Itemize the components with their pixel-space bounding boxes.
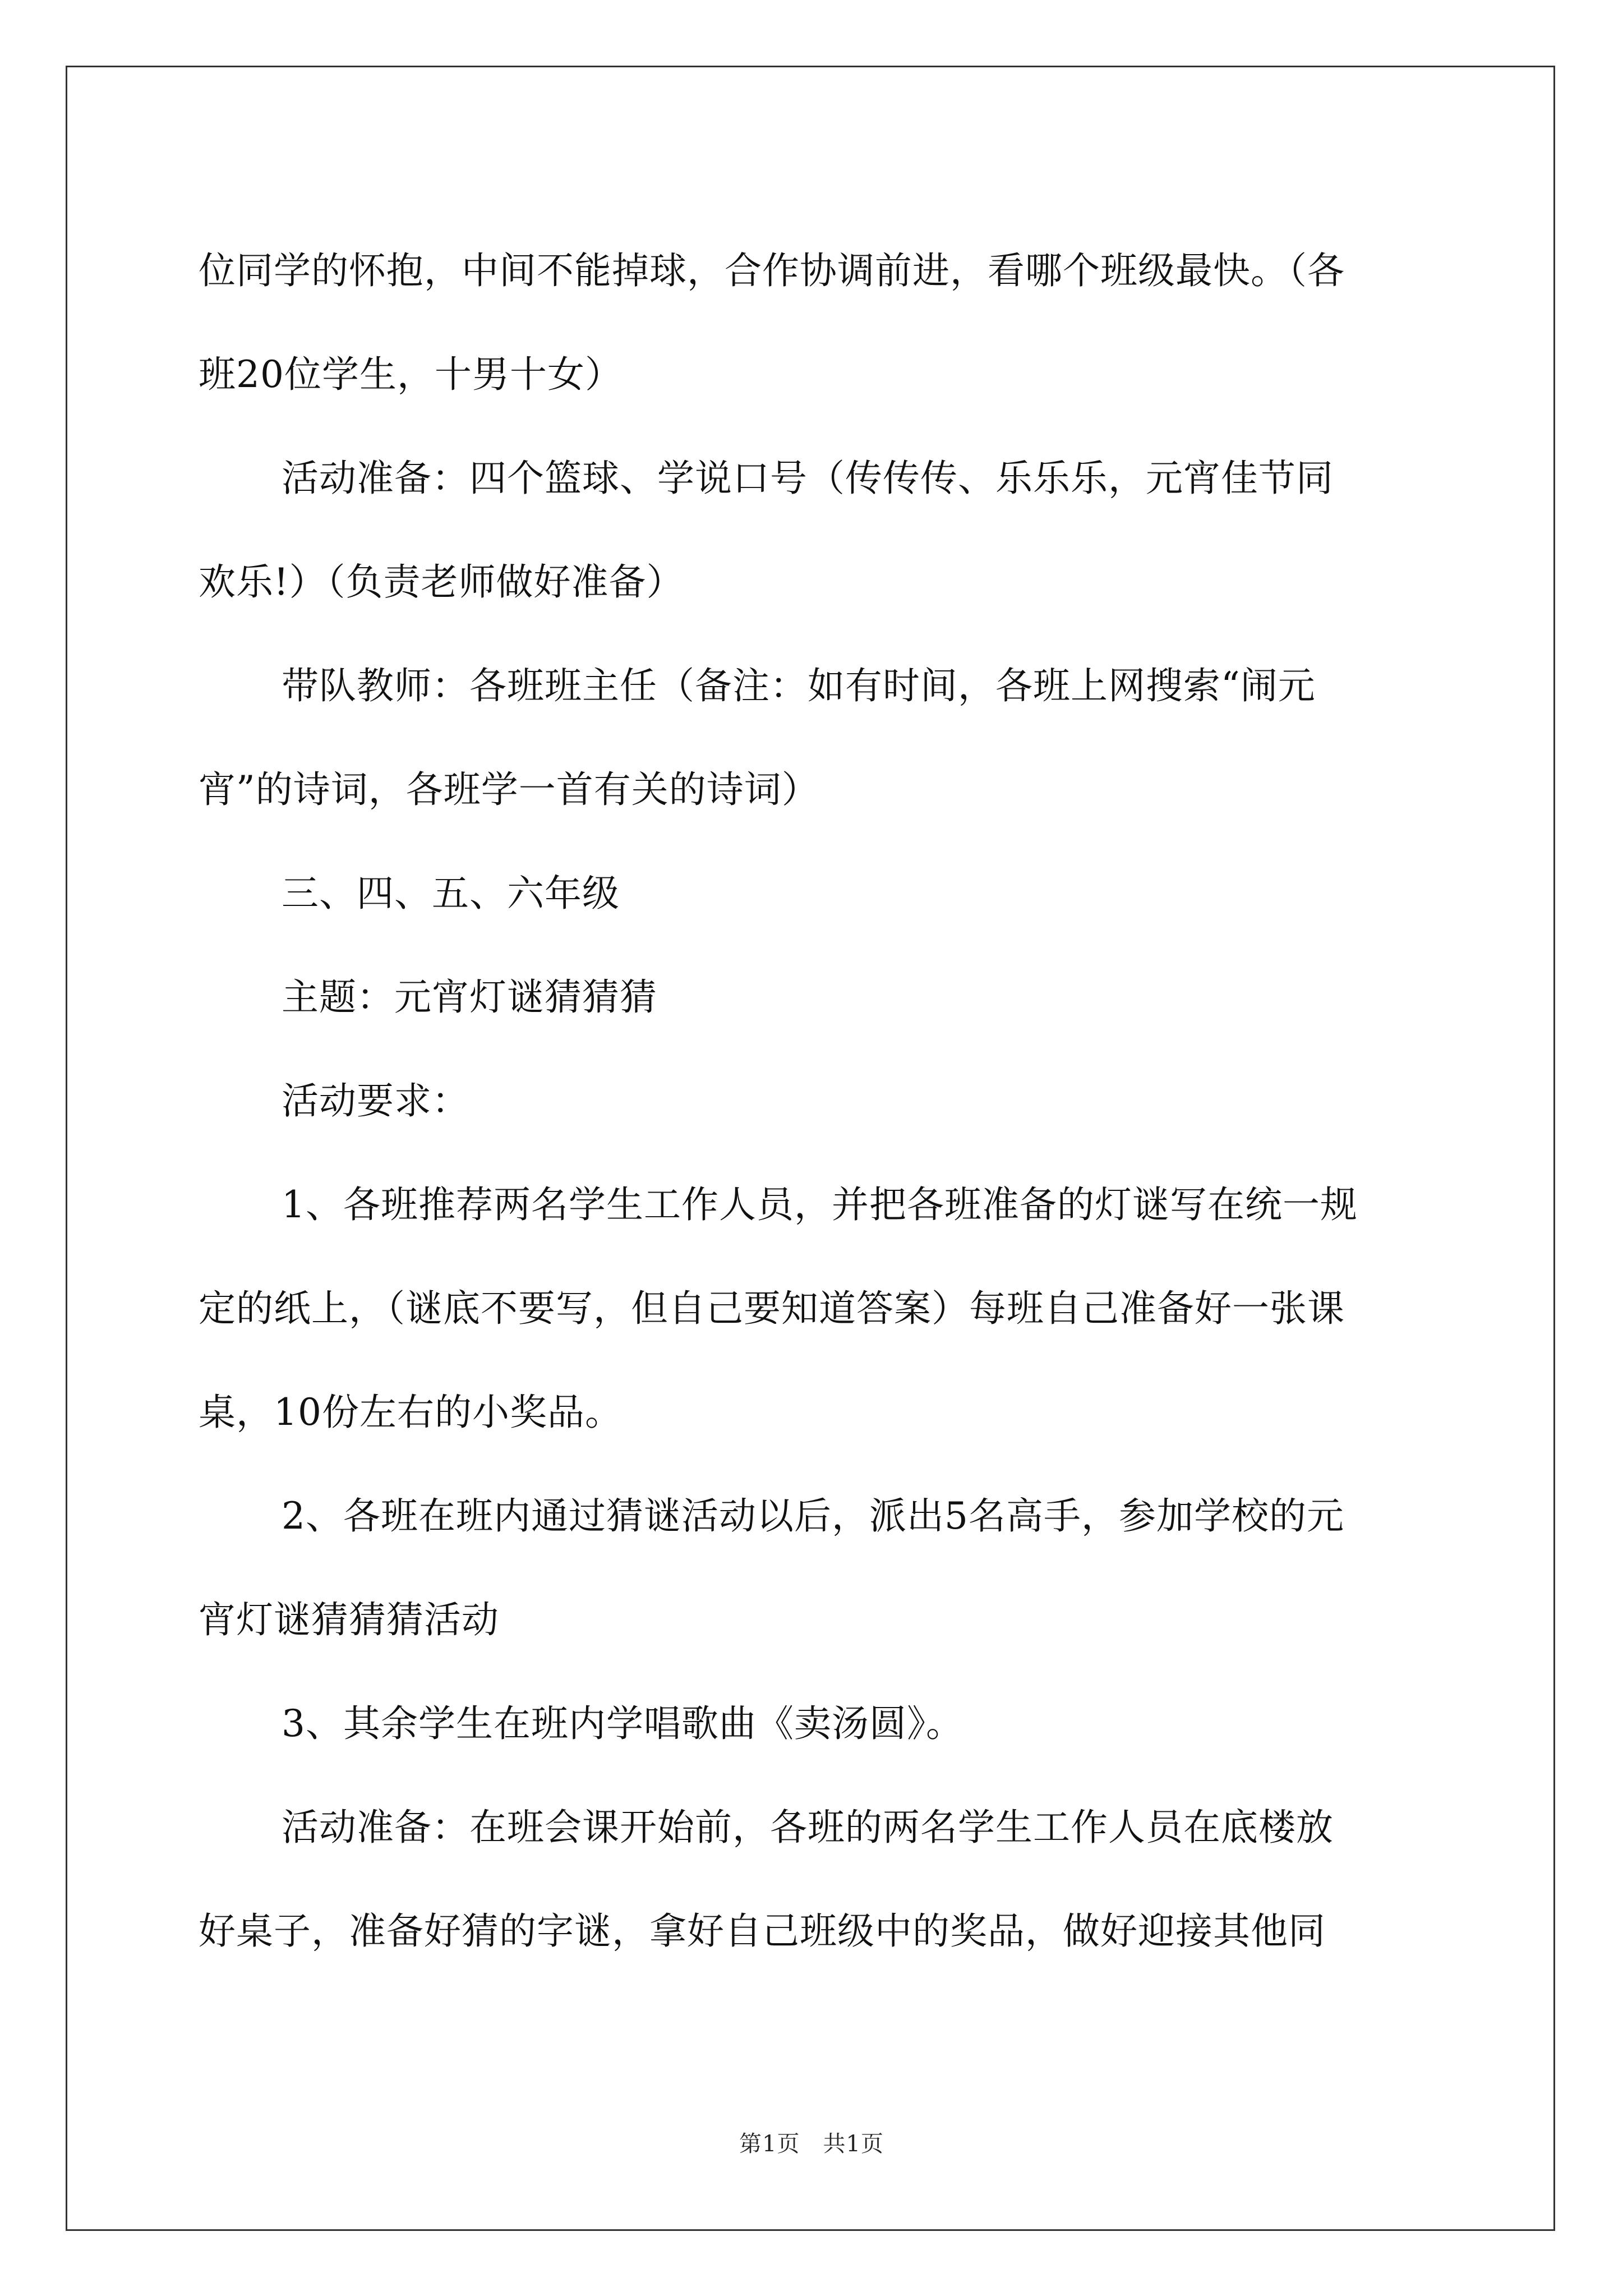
document-body	[199, 219, 1426, 1983]
paragraph-requirements-heading: 活动要求：	[282, 1079, 469, 1122]
paragraph-activity-prep-1: 活动准备：四个篮球、学说口号（传传传、乐乐乐，元宵佳节同 欢乐!）（负责老师做好准备）	[199, 457, 1334, 604]
paragraph-activity-prep-2: 活动准备：在班会课开始前，各班的两名学生工作人员在底楼放 好桌子，准备好猜的字谜，拿好自己班级中的奖品，做好迎接其他同	[199, 1806, 1334, 1953]
paragraph-theme: 主题：元宵灯谜猜猜猜	[282, 976, 657, 1019]
paragraph-continuation: 位同学的怀抱，中间不能掉球，合作协调前进，看哪个班级最快。（各 班20位学生，十男十女）	[199, 249, 1345, 396]
paragraph-requirement-1: 1、各班推荐两名学生工作人员，并把各班准备的灯谜写在统一规 定的纸上，（谜底不要写，但自己要知道答案）每班自己准备好一张课 桌，10份左右的小奖品。	[199, 1183, 1358, 1434]
paragraph-lead-teachers: 带队教师：各班班主任（备注：如有时间，各班上网搜索“闹元 宵”的诗词，各班学一首有关的诗词）	[199, 664, 1316, 811]
paragraph-requirement-3: 3、其余学生在班内学唱歌曲《卖汤圆》。	[282, 1702, 963, 1745]
page-footer: 第1页 共1页	[739, 2131, 884, 2157]
paragraph-grade-heading: 三、四、五、六年级	[282, 872, 620, 915]
paragraph-requirement-2: 2、各班在班内通过猜谜活动以后，派出5名高手，参加学校的元 宵灯谜猜猜猜活动	[199, 1494, 1344, 1641]
